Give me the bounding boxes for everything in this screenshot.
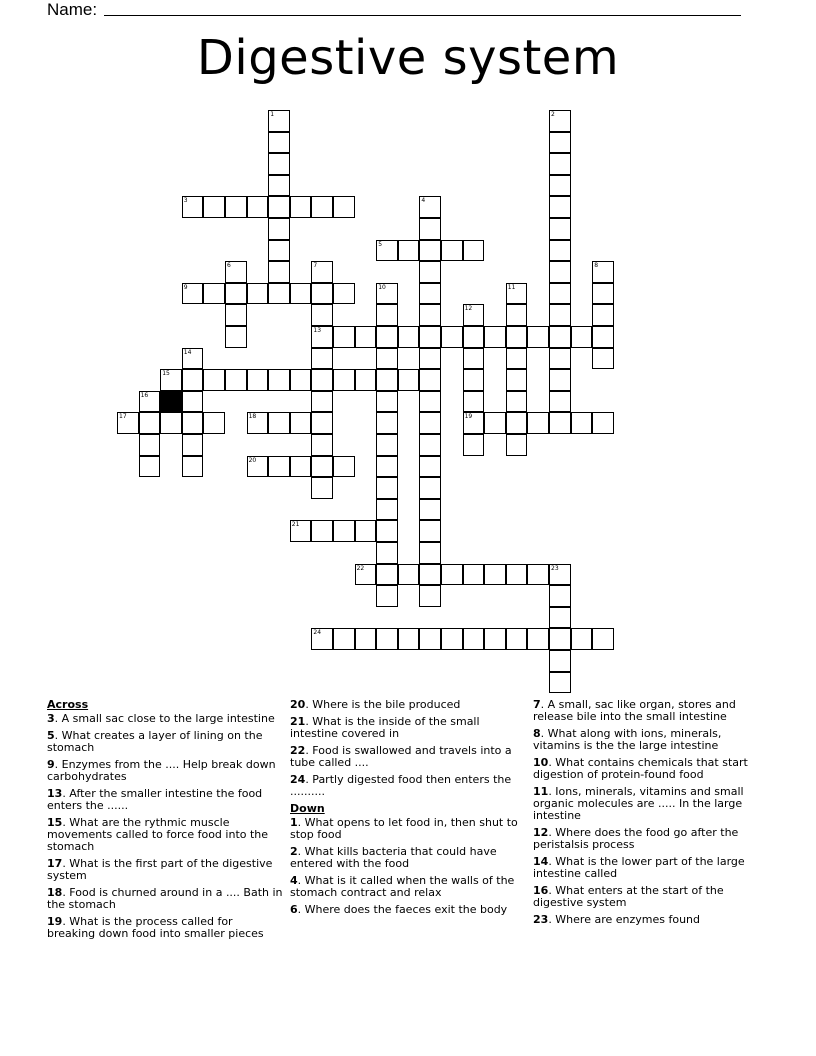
crossword-cell[interactable] — [333, 520, 355, 542]
crossword-cell[interactable] — [311, 196, 333, 218]
crossword-cell[interactable] — [549, 261, 571, 283]
clue-number-label: 12 — [464, 305, 473, 313]
clue-number: 4 — [290, 874, 298, 887]
clue-text: . What is the lower part of the large intestine called — [533, 855, 745, 880]
clue-number: 11 — [533, 785, 549, 798]
crossword-cell[interactable] — [398, 369, 420, 391]
clue-item — [290, 875, 526, 899]
clue-item — [533, 757, 769, 781]
crossword-cell[interactable] — [355, 369, 377, 391]
clue-number-label: 17 — [119, 413, 127, 421]
clue-number: 8 — [533, 727, 541, 740]
clue-item — [290, 699, 526, 711]
down-heading: Down — [290, 802, 325, 815]
crossword-cell[interactable] — [419, 542, 441, 564]
clue-item — [47, 759, 283, 783]
clue-number: 22 — [290, 744, 306, 757]
clue-item — [290, 904, 526, 916]
crossword-cell[interactable] — [268, 283, 290, 305]
crossword-cell[interactable] — [592, 412, 614, 434]
crossword-cell[interactable] — [376, 412, 398, 434]
crossword-cell[interactable] — [463, 326, 485, 348]
clue-number-label: 8 — [594, 262, 599, 270]
crossword-cell[interactable] — [398, 564, 420, 586]
crossword-cell[interactable] — [182, 412, 204, 434]
crossword-cell[interactable] — [333, 283, 355, 305]
clue-number-label: 22 — [356, 564, 365, 572]
clue-number-label: 19 — [464, 413, 473, 421]
clue-item — [47, 713, 283, 725]
clue-text: . Partly digested food then enters the .......... — [290, 773, 512, 798]
crossword-cell[interactable] — [355, 520, 377, 542]
crossword-cell[interactable] — [592, 326, 614, 348]
clue-number: 20 — [290, 698, 306, 711]
crossword-cell[interactable] — [549, 240, 571, 262]
crossword-cell[interactable] — [419, 434, 441, 456]
crossword-cell[interactable] — [549, 348, 571, 370]
crossword-cell[interactable] — [182, 456, 204, 478]
clue-text: . What enters at the start of the digestive system — [533, 884, 724, 909]
clue-text: . Where are enzymes found — [548, 913, 701, 926]
clue-item — [290, 745, 526, 769]
crossword-cell[interactable] — [311, 283, 333, 305]
crossword-cell[interactable] — [441, 240, 463, 262]
crossword-cell[interactable] — [527, 628, 549, 650]
name-label: Name: — [47, 0, 98, 19]
crossword-cell[interactable] — [592, 348, 614, 370]
clue-item — [533, 856, 769, 880]
crossword-cell[interactable] — [333, 628, 355, 650]
crossword-cell[interactable] — [376, 628, 398, 650]
clue-text: . What are the rythmic muscle movements called to force food into the stomach — [47, 816, 269, 853]
crossword-cell[interactable] — [419, 218, 441, 240]
crossword-cell[interactable] — [355, 326, 377, 348]
clue-number: 6 — [290, 903, 298, 916]
crossword-cell[interactable] — [182, 348, 204, 370]
clue-item — [290, 774, 526, 798]
crossword-cell[interactable] — [333, 196, 355, 218]
crossword-cell[interactable] — [182, 391, 204, 413]
crossword-cell[interactable] — [549, 196, 571, 218]
crossword-cell[interactable] — [419, 240, 441, 262]
crossword-cell[interactable] — [549, 564, 571, 586]
clue-number-label: 5 — [378, 240, 383, 248]
clue-item — [533, 827, 769, 851]
crossword-cell[interactable] — [225, 283, 247, 305]
crossword-cell[interactable] — [527, 412, 549, 434]
crossword-cell[interactable] — [506, 412, 528, 434]
clue-number-label: 4 — [421, 197, 426, 205]
crossword-cell[interactable] — [225, 369, 247, 391]
crossword-cell[interactable] — [419, 304, 441, 326]
crossword-cell[interactable] — [463, 564, 485, 586]
clue-number-label: 11 — [507, 283, 516, 291]
clue-number-label: 1 — [270, 111, 275, 118]
clue-item — [47, 730, 283, 754]
clue-number-label: 3 — [183, 197, 188, 205]
crossword-cell[interactable] — [419, 585, 441, 607]
crossword-cell[interactable] — [333, 326, 355, 348]
crossword-cell[interactable] — [419, 564, 441, 586]
crossword-cell[interactable] — [355, 628, 377, 650]
clue-text: . What is the first part of the digestive system — [47, 857, 273, 882]
clue-number: 17 — [47, 857, 63, 870]
crossword-cell[interactable] — [463, 369, 485, 391]
across-heading: Across — [47, 698, 89, 711]
clue-item — [533, 885, 769, 909]
crossword-cell[interactable] — [139, 456, 161, 478]
crossword-cell[interactable] — [160, 412, 182, 434]
crossword-cell[interactable] — [419, 412, 441, 434]
crossword-cell[interactable] — [549, 369, 571, 391]
crossword-cell[interactable] — [182, 196, 204, 218]
clue-number-label: 21 — [291, 521, 300, 529]
crossword-cell[interactable] — [419, 283, 441, 305]
crossword-cell[interactable] — [117, 412, 139, 434]
crossword-cell[interactable] — [311, 348, 333, 370]
crossword-cell[interactable] — [311, 261, 333, 283]
crossword-cell[interactable] — [398, 628, 420, 650]
clue-number: 24 — [290, 773, 306, 786]
clue-text: . Where is the bile produced — [305, 698, 461, 711]
crossword-cell[interactable] — [463, 348, 485, 370]
crossword-cell[interactable] — [506, 628, 528, 650]
crossword-cell[interactable] — [419, 369, 441, 391]
crossword-cell[interactable] — [247, 283, 269, 305]
crossword-cell[interactable] — [268, 412, 290, 434]
clue-number: 5 — [47, 729, 55, 742]
crossword-cell[interactable] — [225, 261, 247, 283]
clue-number: 16 — [533, 884, 549, 897]
crossword-cell[interactable] — [182, 283, 204, 305]
crossword-cell[interactable] — [268, 218, 290, 240]
crossword-cell[interactable] — [549, 650, 571, 672]
crossword-cell[interactable] — [139, 434, 161, 456]
clue-text: . What is the inside of the small intestine covered in — [290, 715, 480, 740]
crossword-cell[interactable] — [549, 672, 571, 694]
crossword-cell[interactable] — [419, 499, 441, 521]
clue-column-1 — [47, 699, 283, 945]
crossword-cell[interactable] — [376, 240, 398, 262]
crossword-cell[interactable] — [268, 153, 290, 175]
crossword-cell[interactable] — [549, 326, 571, 348]
crossword-cell[interactable] — [506, 304, 528, 326]
crossword-cell[interactable] — [592, 304, 614, 326]
crossword-cell[interactable] — [203, 412, 225, 434]
clue-number-label: 6 — [227, 262, 231, 270]
crossword-cell[interactable] — [506, 326, 528, 348]
crossword-cell[interactable] — [549, 391, 571, 413]
clue-text: . What kills bacteria that could have entered with the food — [290, 845, 497, 870]
crossword-cell[interactable] — [376, 283, 398, 305]
crossword-cell[interactable] — [419, 628, 441, 650]
crossword-cell[interactable] — [571, 628, 593, 650]
clue-number: 1 — [290, 816, 298, 829]
crossword-cell[interactable] — [376, 499, 398, 521]
crossword-cell[interactable] — [419, 520, 441, 542]
clue-text: . Ions, minerals, vitamins and small organic molecules are ..... In the large intestine — [533, 785, 744, 822]
crossword-cell[interactable] — [247, 369, 269, 391]
clue-number-label: 13 — [313, 327, 322, 334]
crossword-cell[interactable] — [506, 369, 528, 391]
clue-number: 21 — [290, 715, 306, 728]
crossword-cell[interactable] — [376, 564, 398, 586]
clue-item — [47, 916, 283, 940]
crossword-cell[interactable] — [592, 261, 614, 283]
crossword-cell[interactable] — [139, 412, 161, 434]
crossword-cell[interactable] — [203, 369, 225, 391]
crossword-cell[interactable] — [203, 283, 225, 305]
clue-number-label: 10 — [378, 283, 386, 291]
crossword-cell[interactable] — [441, 326, 463, 348]
clue-text: . A small, sac like organ, stores and release bile into the small intestine — [533, 698, 736, 723]
clue-text: . What creates a layer of lining on the stomach — [47, 729, 263, 754]
clue-item — [290, 846, 526, 870]
crossword-cell[interactable] — [549, 628, 571, 650]
crossword-cell[interactable] — [463, 434, 485, 456]
crossword-cell[interactable] — [290, 369, 312, 391]
crossword-cell[interactable] — [268, 261, 290, 283]
clue-item — [47, 887, 283, 911]
crossword-cell[interactable] — [419, 477, 441, 499]
crossword-black-cell — [160, 391, 182, 413]
crossword-cell[interactable] — [160, 369, 182, 391]
clue-text: . What along with ions, minerals, vitamins is the the large intestine — [533, 727, 722, 752]
clue-text: . What opens to let food in, then shut to stop food — [290, 816, 518, 841]
crossword-cell[interactable] — [549, 283, 571, 305]
crossword-cell[interactable] — [355, 564, 377, 586]
crossword-cell[interactable] — [463, 240, 485, 262]
clue-number: 12 — [533, 826, 549, 839]
crossword-cell[interactable] — [376, 542, 398, 564]
crossword-cell[interactable] — [290, 283, 312, 305]
crossword-cell[interactable] — [376, 477, 398, 499]
crossword-cell[interactable] — [592, 628, 614, 650]
crossword-cell[interactable] — [549, 304, 571, 326]
clue-column-3 — [533, 699, 769, 931]
crossword-cell[interactable] — [182, 434, 204, 456]
crossword-cell[interactable] — [441, 564, 463, 586]
crossword-cell[interactable] — [484, 564, 506, 586]
crossword-cell[interactable] — [376, 391, 398, 413]
clue-text: . Food is churned around in a .... Bath in the stomach — [47, 886, 283, 911]
clue-number: 9 — [47, 758, 55, 771]
crossword-cell[interactable] — [419, 326, 441, 348]
crossword-cell[interactable] — [527, 564, 549, 586]
clue-item — [533, 699, 769, 723]
crossword-cell[interactable] — [463, 304, 485, 326]
crossword-cell[interactable] — [182, 369, 204, 391]
clue-text: . Food is swallowed and travels into a tube called .... — [290, 744, 512, 769]
clue-number-label: 9 — [183, 283, 188, 291]
clue-number-label: 15 — [162, 370, 170, 378]
clue-text: . Enzymes from the .... Help break down carbohydrates — [47, 758, 276, 783]
crossword-cell[interactable] — [484, 412, 506, 434]
crossword-cell[interactable] — [203, 196, 225, 218]
clue-number: 19 — [47, 915, 63, 928]
crossword-cell[interactable] — [311, 304, 333, 326]
clue-item — [533, 914, 769, 926]
crossword-cell[interactable] — [419, 391, 441, 413]
clue-number-label: 23 — [551, 564, 559, 572]
crossword-cell[interactable] — [311, 628, 333, 650]
clue-number: 7 — [533, 698, 541, 711]
clue-number: 23 — [533, 913, 549, 926]
crossword-cell[interactable] — [311, 434, 333, 456]
crossword-cell[interactable] — [398, 240, 420, 262]
clue-item — [533, 786, 769, 822]
clue-text: . What is the process called for breaking down food into smaller pieces — [47, 915, 264, 940]
crossword-cell[interactable] — [484, 326, 506, 348]
crossword-cell[interactable] — [268, 132, 290, 154]
crossword-cell[interactable] — [571, 412, 593, 434]
crossword-cell[interactable] — [549, 585, 571, 607]
crossword-cell[interactable] — [463, 391, 485, 413]
crossword-cell[interactable] — [549, 218, 571, 240]
crossword-cell[interactable] — [311, 412, 333, 434]
clue-number-label: 18 — [248, 413, 257, 421]
clue-number: 3 — [47, 712, 55, 725]
crossword-cell[interactable] — [247, 412, 269, 434]
crossword-cell[interactable] — [484, 628, 506, 650]
crossword-cell[interactable] — [419, 456, 441, 478]
crossword-cell[interactable] — [549, 110, 571, 132]
crossword-cell[interactable] — [376, 304, 398, 326]
crossword-cell[interactable] — [311, 477, 333, 499]
clue-item — [47, 817, 283, 853]
crossword-cell[interactable] — [311, 391, 333, 413]
clue-text: . Where does the food go after the peristalsis process — [533, 826, 739, 851]
crossword-cell[interactable] — [506, 391, 528, 413]
clue-text: . After the smaller intestine the food enters the ...... — [47, 787, 263, 812]
clue-number: 13 — [47, 787, 63, 800]
clue-column-2 — [290, 699, 526, 921]
crossword-cell[interactable] — [549, 132, 571, 154]
crossword-cell[interactable] — [463, 412, 485, 434]
crossword-cell[interactable] — [290, 456, 312, 478]
clue-number-label: 24 — [313, 629, 322, 637]
crossword-cell[interactable] — [506, 348, 528, 370]
crossword-cell[interactable] — [268, 175, 290, 197]
crossword-cell[interactable] — [376, 456, 398, 478]
crossword-cell[interactable] — [268, 110, 290, 132]
crossword-cell[interactable] — [376, 369, 398, 391]
crossword-cell[interactable] — [419, 261, 441, 283]
crossword-cell[interactable] — [376, 520, 398, 542]
clue-item — [290, 817, 526, 841]
crossword-cell[interactable] — [506, 434, 528, 456]
crossword-cell[interactable] — [549, 412, 571, 434]
crossword-cell[interactable] — [398, 326, 420, 348]
crossword-cell[interactable] — [376, 326, 398, 348]
crossword-cell[interactable] — [247, 456, 269, 478]
crossword-cell[interactable] — [506, 564, 528, 586]
clue-text: . What is it called when the walls of the stomach contract and relax — [290, 874, 515, 899]
clue-item — [47, 858, 283, 882]
clue-number-label: 14 — [183, 348, 192, 356]
clue-item — [533, 728, 769, 752]
crossword-cell[interactable] — [247, 196, 269, 218]
crossword-cell[interactable] — [268, 240, 290, 262]
crossword-cell[interactable] — [419, 196, 441, 218]
clue-number: 10 — [533, 756, 549, 769]
crossword-cell[interactable] — [441, 628, 463, 650]
clue-number-label: 2 — [551, 111, 555, 118]
crossword-cell[interactable] — [290, 196, 312, 218]
clue-item — [290, 716, 526, 740]
crossword-cell[interactable] — [225, 304, 247, 326]
clue-number: 18 — [47, 886, 63, 899]
crossword-cell[interactable] — [311, 520, 333, 542]
crossword-cell[interactable] — [290, 520, 312, 542]
clue-number: 14 — [533, 855, 549, 868]
crossword-cell[interactable] — [571, 326, 593, 348]
crossword-cell[interactable] — [506, 283, 528, 305]
crossword-cell[interactable] — [549, 607, 571, 629]
clue-number-label: 7 — [313, 262, 318, 270]
crossword-cell[interactable] — [311, 326, 333, 348]
clue-text: . A small sac close to the large intestine — [54, 712, 275, 725]
crossword-cell[interactable] — [592, 283, 614, 305]
crossword-cell[interactable] — [139, 391, 161, 413]
clue-number-label: 16 — [140, 391, 149, 399]
crossword-cell[interactable] — [333, 369, 355, 391]
crossword-cell[interactable] — [527, 326, 549, 348]
crossword-cell[interactable] — [463, 628, 485, 650]
crossword-cell[interactable] — [549, 175, 571, 197]
clue-number: 2 — [290, 845, 298, 858]
clue-text: . What contains chemicals that start digestion of protein-found food — [533, 756, 748, 781]
clue-text: . Where does the faeces exit the body — [297, 903, 508, 916]
crossword-cell[interactable] — [376, 348, 398, 370]
crossword-cell[interactable] — [376, 585, 398, 607]
crossword-cell[interactable] — [268, 456, 290, 478]
crossword-cell[interactable] — [225, 326, 247, 348]
crossword-cell[interactable] — [311, 369, 333, 391]
clue-number-label: 20 — [248, 456, 257, 464]
crossword-cell[interactable] — [268, 369, 290, 391]
crossword-cell[interactable] — [333, 456, 355, 478]
crossword-cell[interactable] — [225, 196, 247, 218]
clue-number: 15 — [47, 816, 63, 829]
crossword-cell[interactable] — [419, 348, 441, 370]
crossword-cell[interactable] — [268, 196, 290, 218]
page-title: Digestive system — [196, 30, 620, 86]
clue-item — [47, 788, 283, 812]
crossword-cell[interactable] — [376, 434, 398, 456]
crossword-cell[interactable] — [290, 412, 312, 434]
crossword-cell[interactable] — [311, 456, 333, 478]
crossword-cell[interactable] — [549, 153, 571, 175]
